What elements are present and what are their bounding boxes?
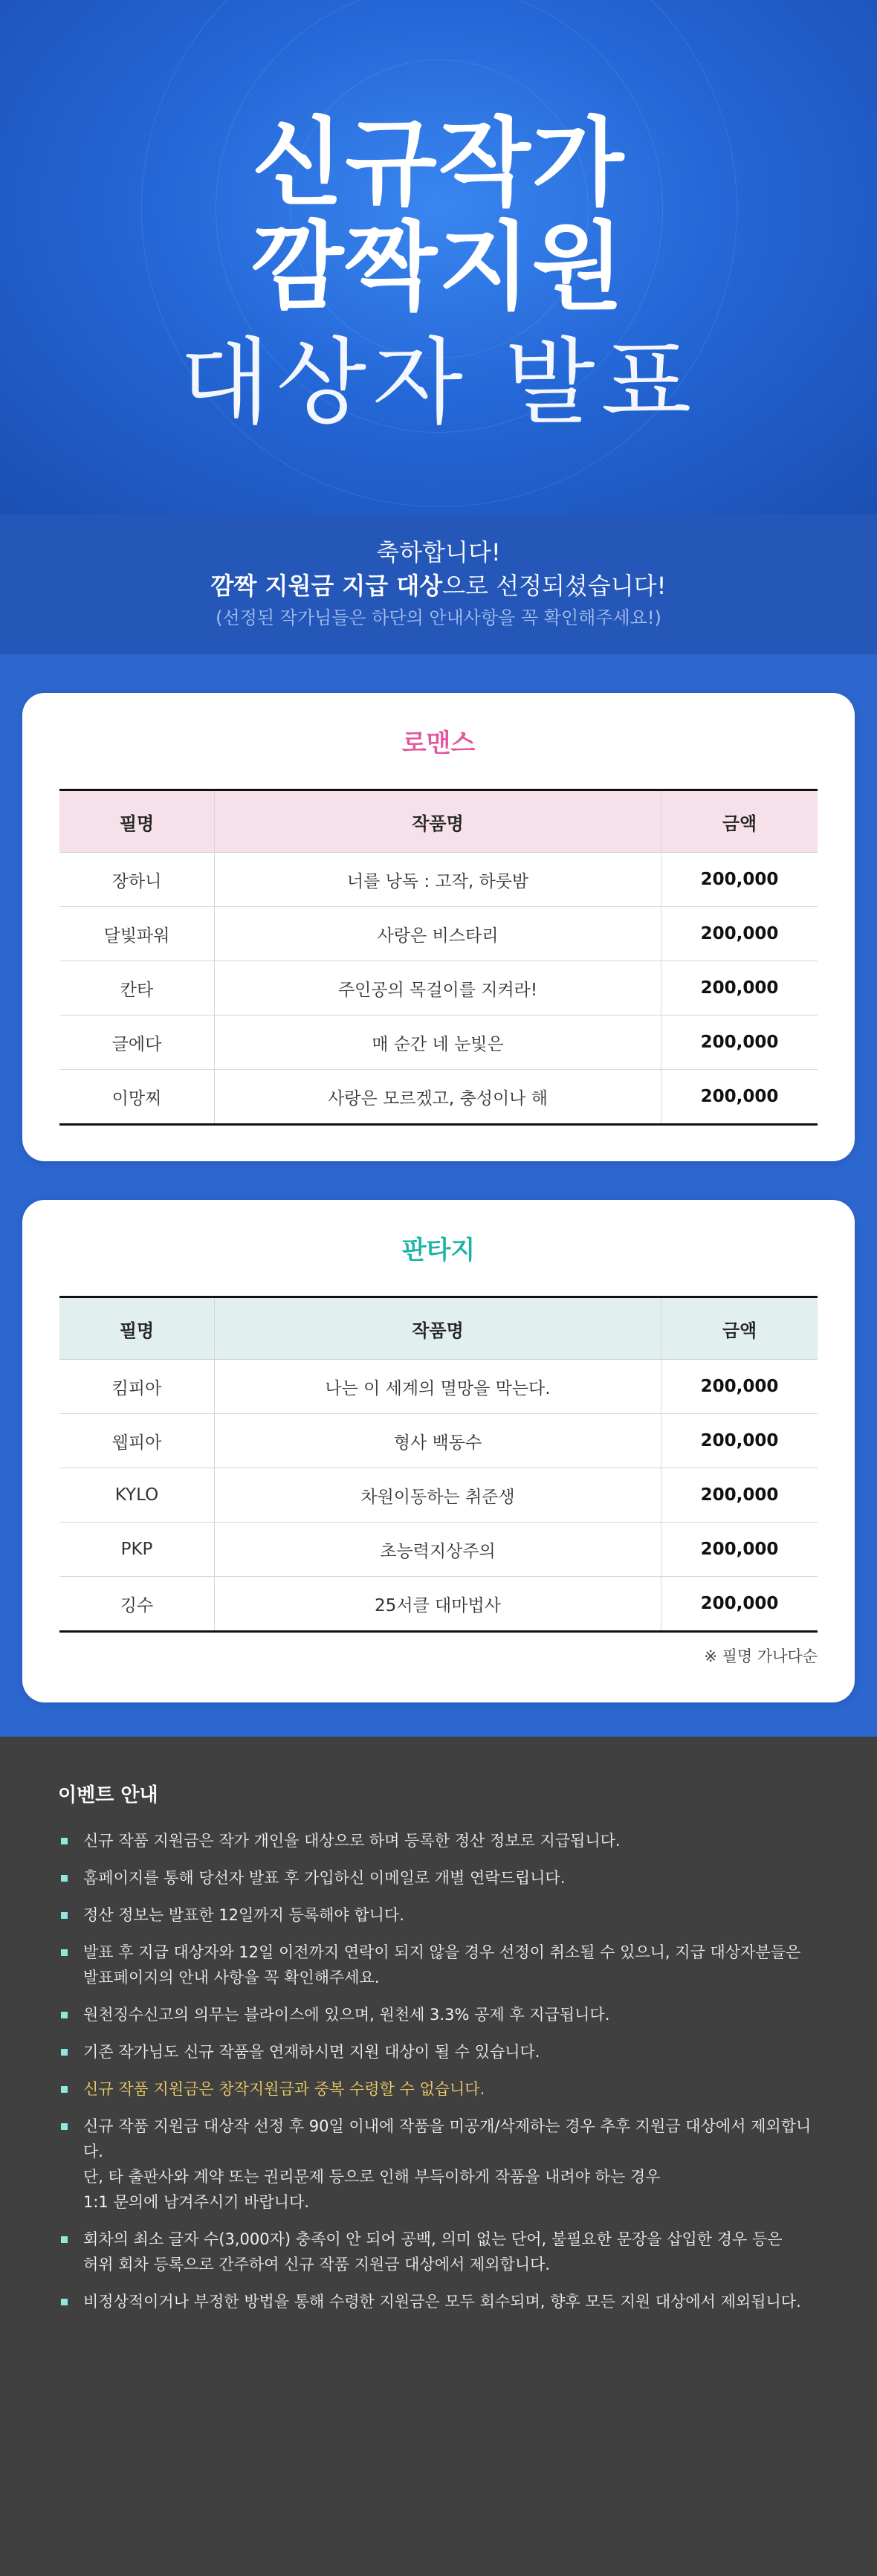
notice-item — [58, 2114, 819, 2215]
table-row — [59, 1414, 818, 1468]
romance-title: 로맨스 — [401, 729, 476, 758]
notice-item-line: 허위 회차 등록으로 간주하여 신규 작품 지원금 대상에서 제외합니다. — [83, 2256, 551, 2273]
table-row — [59, 907, 818, 961]
work-cell: 나는 이 세계의 멸망을 막는다. — [215, 1360, 661, 1414]
amount-cell: 200,000 — [661, 1070, 818, 1125]
romance-table — [59, 789, 818, 1126]
congrats-line2-bold: 깜짝 지원금 지급 대상 — [210, 572, 443, 600]
table-row — [59, 961, 818, 1016]
notice-list — [58, 1828, 819, 2314]
notice-item-line: 발표 후 지급 대상자와 12일 이전까지 연락이 되지 않을 경우 선정이 취소될 수 있으니, 지급 대상자분들은 — [83, 1943, 801, 1961]
penname-cell: 장하니 — [59, 853, 215, 907]
bullet-square-icon — [61, 2049, 68, 2056]
notice-item-line: 회차의 최소 글자 수(3,000자) 충족이 안 되어 공백, 의미 없는 단어, 불필요한 문장을 삽입한 경우 등은 — [83, 2230, 783, 2248]
header-penname: 필명 — [59, 1297, 215, 1360]
congrats-banner — [0, 514, 877, 654]
notice-item — [58, 2289, 819, 2314]
congrats-line3: (선정된 작가님들은 하단의 안내사항을 꼭 확인해주세요!) — [216, 607, 661, 628]
amount-cell: 200,000 — [661, 1016, 818, 1070]
event-notice — [0, 1737, 877, 2576]
notice-item-line: 원천징수신고의 의무는 블라이스에 있으며, 원천세 3.3% 공제 후 지급됩니다. — [83, 2006, 610, 2024]
work-cell: 주인공의 목걸이를 지켜라! — [215, 961, 661, 1016]
sort-note: ※ 필명 가나다순 — [704, 1647, 818, 1665]
penname-cell: 글에다 — [59, 1016, 215, 1070]
work-cell: 25서클 대마법사 — [215, 1577, 661, 1632]
table-row — [59, 1577, 818, 1632]
header-amount: 금액 — [661, 1297, 818, 1360]
bullet-square-icon — [61, 2086, 68, 2093]
notice-item-line: 단, 타 출판사와 계약 또는 권리문제 등으로 인해 부득이하게 작품을 내려야 하는 경우 — [83, 2168, 661, 2186]
romance-card — [22, 693, 855, 1161]
amount-cell: 200,000 — [661, 1468, 818, 1523]
table-row — [59, 1468, 818, 1523]
amount-cell: 200,000 — [661, 961, 818, 1016]
amount-cell: 200,000 — [661, 1414, 818, 1468]
amount-cell: 200,000 — [661, 1577, 818, 1632]
notice-item-line: 정산 정보는 발표한 12일까지 등록해야 합니다. — [83, 1906, 404, 1924]
notice-item — [58, 1940, 819, 1990]
work-cell: 사랑은 모르겠고, 충성이나 해 — [215, 1070, 661, 1125]
header-work: 작품명 — [215, 790, 661, 853]
notice-item — [58, 1902, 819, 1928]
notice-item — [58, 1865, 819, 1891]
fantasy-title: 판타지 — [401, 1236, 476, 1265]
fantasy-table — [59, 1296, 818, 1633]
amount-cell: 200,000 — [661, 1523, 818, 1577]
hero-title-line2: 깜짝지원 — [251, 212, 626, 323]
header-amount: 금액 — [661, 790, 818, 853]
notice-item-line: 홈페이지를 통해 당선자 발표 후 가입하신 이메일로 개별 연락드립니다. — [83, 1869, 566, 1887]
hero-banner — [0, 0, 877, 514]
bullet-square-icon — [61, 2123, 68, 2130]
bullet-square-icon — [61, 1912, 68, 1919]
penname-cell: PKP — [59, 1523, 215, 1577]
table-row — [59, 1360, 818, 1414]
notice-item-line: 발표페이지의 안내 사항을 꼭 확인해주세요. — [83, 1969, 380, 1986]
fantasy-card — [22, 1200, 855, 1702]
bullet-square-icon — [61, 1949, 68, 1956]
congrats-line2-rest: 으로 선정되셨습니다! — [442, 572, 667, 600]
penname-cell: 웹피아 — [59, 1414, 215, 1468]
bullet-square-icon — [61, 1875, 68, 1882]
hero-title-line1: 신규작가 — [251, 108, 626, 219]
amount-cell: 200,000 — [661, 1360, 818, 1414]
table-row — [59, 853, 818, 907]
penname-cell: 달빛파워 — [59, 907, 215, 961]
work-cell: 초능력지상주의 — [215, 1523, 661, 1577]
bullet-square-icon — [61, 2012, 68, 2018]
penname-cell: 칸타 — [59, 961, 215, 1016]
amount-cell: 200,000 — [661, 853, 818, 907]
work-cell: 사랑은 비스타리 — [215, 907, 661, 961]
hero-title-line3: 대상자 발표 — [179, 328, 698, 437]
bullet-square-icon — [61, 1838, 68, 1844]
header-penname: 필명 — [59, 790, 215, 853]
penname-cell: 이망찌 — [59, 1070, 215, 1125]
congrats-line2 — [211, 569, 667, 603]
work-cell: 형사 백동수 — [215, 1414, 661, 1468]
bullet-square-icon — [61, 2299, 68, 2305]
notice-item-line: 비정상적이거나 부정한 방법을 통해 수령한 지원금은 모두 회수되며, 향후 모든 지원 대상에서 제외됩니다. — [83, 2293, 801, 2311]
table-row — [59, 1070, 818, 1125]
header-work: 작품명 — [215, 1297, 661, 1360]
notice-item — [58, 2227, 819, 2277]
notice-item — [58, 2002, 819, 2027]
work-cell: 너를 낭독 : 고작, 하룻밤 — [215, 853, 661, 907]
work-cell: 매 순간 네 눈빛은 — [215, 1016, 661, 1070]
table-row — [59, 1523, 818, 1577]
notice-item-line: 신규 작품 지원금 대상작 선정 후 90일 이내에 작품을 미공개/삭제하는 경우 추후 지원금 대상에서 제외합니다. — [83, 2117, 812, 2160]
notice-title: 이벤트 안내 — [58, 1784, 158, 1807]
bullet-square-icon — [61, 2236, 68, 2243]
notice-item-line: 신규 작품 지원금은 작가 개인을 대상으로 하며 등록한 정산 정보로 지급됩니다. — [83, 1832, 621, 1850]
table-row — [59, 1016, 818, 1070]
penname-cell: 깅수 — [59, 1577, 215, 1632]
work-cell: 차원이동하는 취준생 — [215, 1468, 661, 1523]
notice-item — [58, 1828, 819, 1853]
notice-item-line: 1:1 문의에 남겨주시기 바랍니다. — [83, 2193, 309, 2211]
notice-item-line: 기존 작가님도 신규 작품을 연재하시면 지원 대상이 될 수 있습니다. — [83, 2043, 540, 2061]
notice-item-line: 신규 작품 지원금은 창작지원금과 중복 수령할 수 없습니다. — [83, 2080, 485, 2098]
congrats-line1: 축하합니다! — [376, 538, 501, 566]
penname-cell: KYLO — [59, 1468, 215, 1523]
notice-item — [58, 2039, 819, 2065]
notice-item — [58, 2076, 819, 2102]
penname-cell: 킴피아 — [59, 1360, 215, 1414]
amount-cell: 200,000 — [661, 907, 818, 961]
winners-section — [0, 654, 877, 1737]
